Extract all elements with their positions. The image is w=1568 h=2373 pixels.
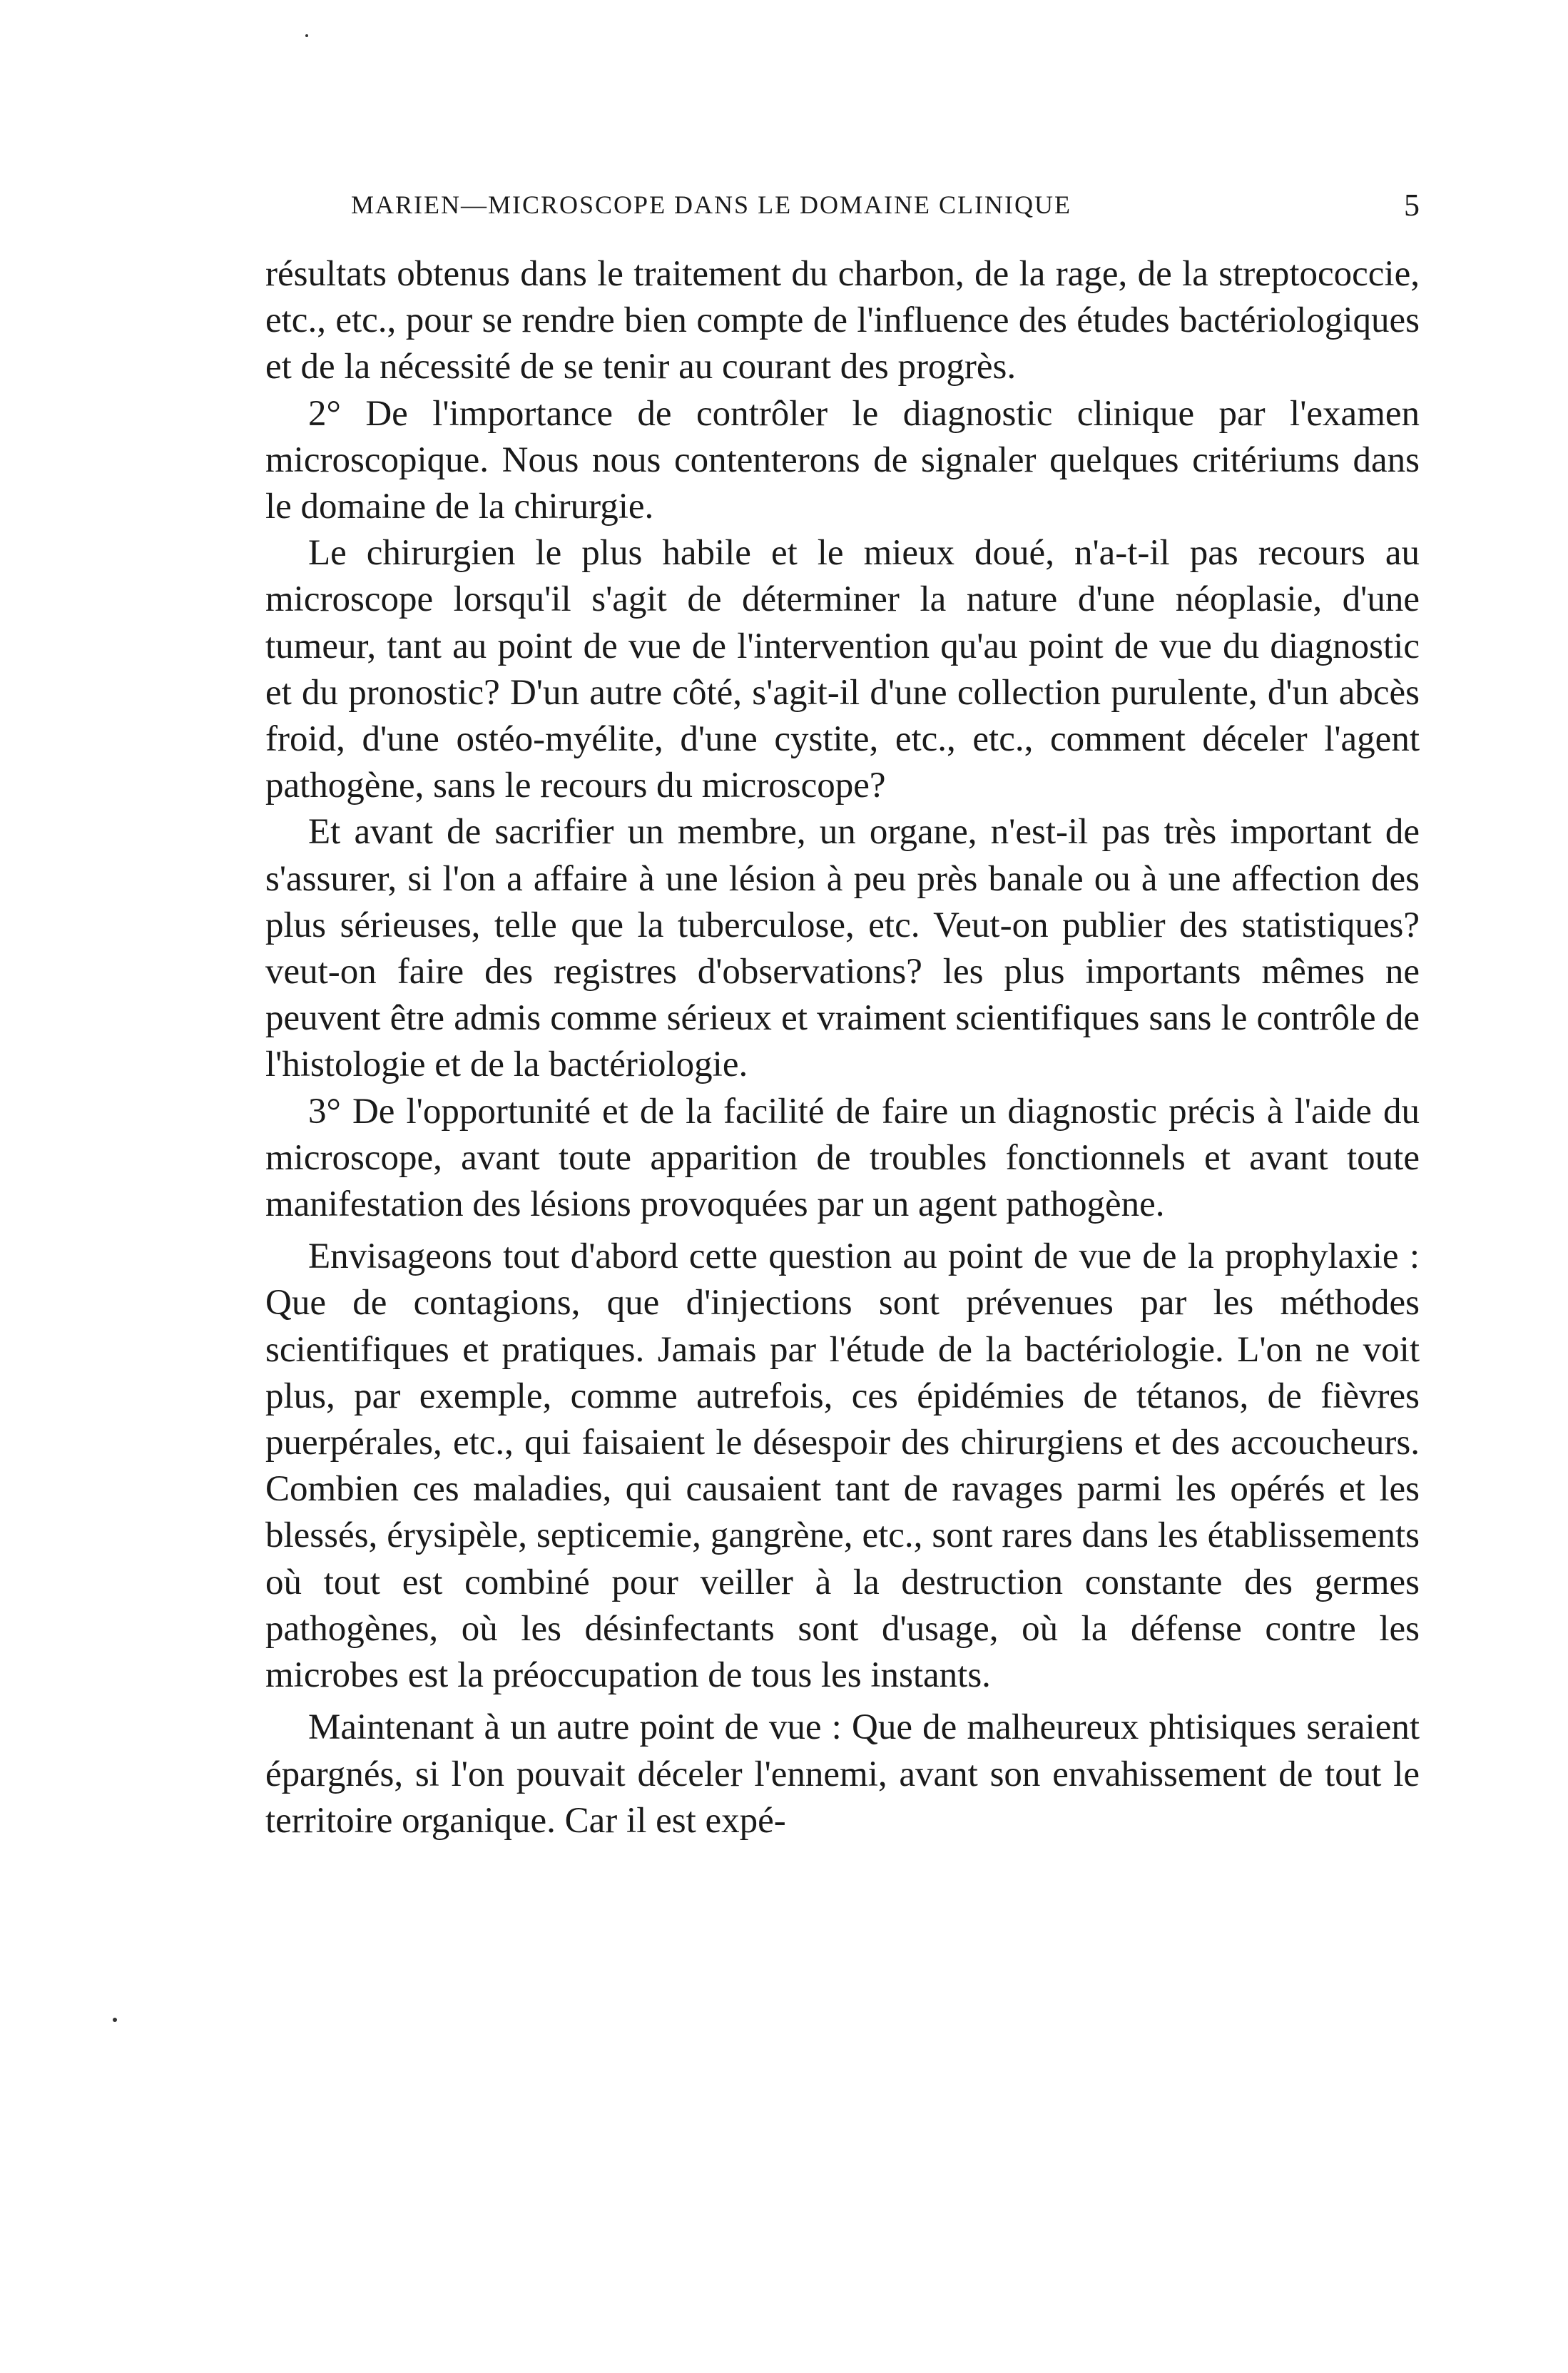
book-page [265,187,1420,1844]
paragraph-3: Le chirurgien le plus habile et le mieux doué, n'a-t-il pas recours au microscope lorsqu'il s'agit de déterminer la nature d'une néoplasie, d'une tumeur, tant au point de vue de l'intervention qu'au point de vue du diagnostic et du pronostic? D'un autre côté, s'agit-il d'une collection purulente, d'un abcès froid, d'une ostéo-myélite, d'une cystite, etc., etc., comment déceler l'agent pathogène, sans le recours du microscope? [265,533,1420,806]
ink-speck [113,2018,117,2022]
ink-speck [305,34,308,37]
running-head [265,187,1420,230]
running-title: MARIEN—MICROSCOPE DANS LE DOMAINE CLINIQUE [351,190,1071,219]
paragraph-7: Maintenant à un autre point de vue : Que de malheureux phtisiques seraient épargnés, si l'on pouvait déceler l'ennemi, avant son envahissement de tout le territoire organique. Car il est expé- [265,1707,1420,1841]
paragraph-1: résultats obtenus dans le traitement du charbon, de la rage, de la streptococcie, etc., etc., pour se rendre bien compte de l'influence des études bactériologiques et de la nécessité de se tenir au courant des progrès. [265,254,1420,387]
paragraph-4: Et avant de sacrifier un membre, un organe, n'est-il pas très important de s'assurer, si l'on a affaire à une lésion à peu près banale ou à une affection des plus sérieuses, telle que la tuberculose, etc. Veut-on publier des statistiques? veut-on faire des registres d'observations? les plus importants mêmes ne peuvent être admis comme sérieux et vraiment scientifiques sans le contrôle de l'histologie et de la bactériologie. [265,812,1420,1085]
paragraph-6: Envisageons tout d'abord cette question au point de vue de la prophylaxie : Que de contagions, que d'injections sont prévenues par les méthodes scientifiques et pratiques. Jamais par l'étude de la bactériologie. L'on ne voit plus, par exemple, comme autrefois, ces épidémies de tétanos, de fièvres puerpérales, etc., qui faisaient le désespoir des chirurgiens et des accoucheurs. Combien ces maladies, qui causaient tant de ravages parmi les opérés et les blessés, érysipèle, septicemie, gangrène, etc., sont rares dans les établissements où tout est combiné pour veiller à la destruction constante des germes pathogènes, où les désinfectants sont d'usage, où la défense contre les microbes est la préoccupation de tous les instants. [265,1236,1420,1696]
body-text [265,251,1420,1844]
paragraph-2: 2° De l'importance de contrôler le diagnostic clinique par l'examen microscopique. Nous nous contenterons de signaler quelques critériums dans le domaine de la chirurgie. [265,393,1420,527]
page-number: 5 [1404,188,1420,223]
paragraph-5: 3° De l'opportunité et de la facilité de faire un diagnostic précis à l'aide du microscope, avant toute apparition de troubles fonctionnels et avant toute manifestation des lésions provoquées par un agent pathogène. [265,1091,1420,1225]
